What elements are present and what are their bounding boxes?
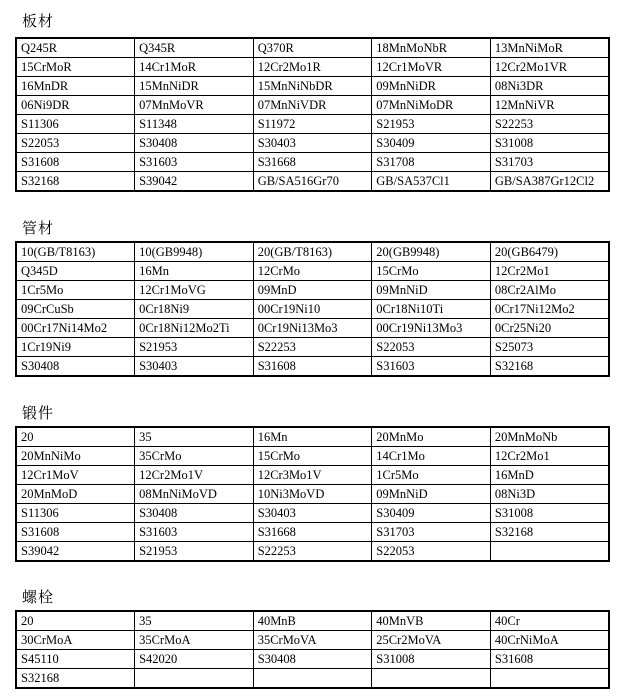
table-cell: S42020 — [135, 650, 254, 669]
table-cell: 35 — [135, 611, 254, 631]
table-cell: S31708 — [372, 153, 491, 172]
table-cell: S32168 — [16, 172, 135, 192]
table-cell: 08Ni3DR — [490, 77, 609, 96]
table-cell: S11972 — [253, 115, 372, 134]
table-cell: 12CrMo — [253, 262, 372, 281]
table-cell: 20 — [16, 427, 135, 447]
table-cell: S31603 — [372, 357, 491, 377]
table-cell: S22253 — [490, 115, 609, 134]
table-cell: 16Mn — [135, 262, 254, 281]
table-cell: 30CrMoA — [16, 631, 135, 650]
table-cell: S32168 — [490, 523, 609, 542]
table-row — [16, 466, 609, 485]
table-cell: S30409 — [372, 504, 491, 523]
table-cell: S11306 — [16, 504, 135, 523]
table-cell: 13MnNiMoR — [490, 38, 609, 58]
table-cell: Q370R — [253, 38, 372, 58]
bolt-materials-table — [15, 610, 610, 689]
table-cell: S22053 — [372, 542, 491, 562]
table-cell: Q245R — [16, 38, 135, 58]
table-cell: S30408 — [135, 134, 254, 153]
table-cell: S30408 — [253, 650, 372, 669]
table-row — [16, 669, 609, 689]
table-row — [16, 542, 609, 562]
table-cell: 08MnNiMoVD — [135, 485, 254, 504]
table-cell: 15CrMo — [372, 262, 491, 281]
table-row — [16, 153, 609, 172]
table-cell: 0Cr17Ni12Mo2 — [490, 300, 609, 319]
table-cell: 09CrCuSb — [16, 300, 135, 319]
table-cell — [135, 669, 254, 689]
table-cell: S32168 — [16, 669, 135, 689]
table-cell: 0Cr19Ni13Mo3 — [253, 319, 372, 338]
table-cell: 1Cr5Mo — [372, 466, 491, 485]
table-cell: 12MnNiVR — [490, 96, 609, 115]
table-cell: S31008 — [490, 134, 609, 153]
table-cell: S30408 — [16, 357, 135, 377]
table-row — [16, 427, 609, 447]
table-cell: 1Cr5Mo — [16, 281, 135, 300]
table-cell: 35CrMoA — [135, 631, 254, 650]
table-cell: GB/SA537Cl1 — [372, 172, 491, 192]
table-cell: S31608 — [253, 357, 372, 377]
table-row — [16, 338, 609, 357]
table-cell — [490, 669, 609, 689]
table-row — [16, 447, 609, 466]
table-cell: 1Cr19Ni9 — [16, 338, 135, 357]
table-cell: S31668 — [253, 153, 372, 172]
table-row — [16, 357, 609, 377]
table-cell: 20(GB/T8163) — [253, 242, 372, 262]
table-cell: 40Cr — [490, 611, 609, 631]
table-cell: 14Cr1Mo — [372, 447, 491, 466]
table-row — [16, 134, 609, 153]
table-cell: S22053 — [372, 338, 491, 357]
table-cell: S21953 — [372, 115, 491, 134]
table-cell: 20MnMoD — [16, 485, 135, 504]
table-cell: S31608 — [16, 523, 135, 542]
table-cell: GB/SA387Gr12Cl2 — [490, 172, 609, 192]
table-cell: 14Cr1MoR — [135, 58, 254, 77]
table-cell: 09MnD — [253, 281, 372, 300]
table-cell: 16MnDR — [16, 77, 135, 96]
table-cell: 20MnNiMo — [16, 447, 135, 466]
table-cell: S21953 — [135, 542, 254, 562]
table-cell: 35CrMoVA — [253, 631, 372, 650]
table-cell: S22053 — [16, 134, 135, 153]
table-cell: S31008 — [372, 650, 491, 669]
table-row — [16, 115, 609, 134]
plate-materials-table — [15, 37, 610, 192]
table-cell: 12Cr3Mo1V — [253, 466, 372, 485]
table-row — [16, 523, 609, 542]
table-cell: 15CrMo — [253, 447, 372, 466]
section-title-plate: 板材 — [22, 12, 55, 30]
table-cell: 09MnNiD — [372, 485, 491, 504]
table-cell: S31008 — [490, 504, 609, 523]
table-cell: 20 — [16, 611, 135, 631]
table-cell: S22253 — [253, 542, 372, 562]
table-cell: S30403 — [253, 134, 372, 153]
section-title-forging: 锻件 — [22, 404, 55, 422]
section-title-bolt: 螺栓 — [22, 588, 55, 606]
table-cell — [372, 669, 491, 689]
table-cell: 35CrMo — [135, 447, 254, 466]
table-cell: S22253 — [253, 338, 372, 357]
table-cell: S31603 — [135, 523, 254, 542]
table-cell: 12Cr2Mo1 — [490, 447, 609, 466]
table-cell: 16Mn — [253, 427, 372, 447]
table-row — [16, 96, 609, 115]
table-cell: 12Cr2Mo1VR — [490, 58, 609, 77]
table-row — [16, 319, 609, 338]
table-row — [16, 631, 609, 650]
table-cell: S25073 — [490, 338, 609, 357]
table-cell: S31703 — [490, 153, 609, 172]
table-cell: S45110 — [16, 650, 135, 669]
table-cell: 20MnMoNb — [490, 427, 609, 447]
table-row — [16, 38, 609, 58]
table-cell: Q345D — [16, 262, 135, 281]
table-cell: 40MnB — [253, 611, 372, 631]
table-row — [16, 281, 609, 300]
table-cell: 20(GB6479) — [490, 242, 609, 262]
table-cell: S31608 — [16, 153, 135, 172]
table-cell: 0Cr18Ni9 — [135, 300, 254, 319]
table-cell — [490, 542, 609, 562]
table-cell: S21953 — [135, 338, 254, 357]
section-title-pipe: 管材 — [22, 219, 55, 237]
table-row — [16, 300, 609, 319]
table-cell: S30403 — [135, 357, 254, 377]
forging-materials-table — [15, 426, 610, 562]
table-row — [16, 504, 609, 523]
table-row — [16, 77, 609, 96]
table-cell: 15MnNiDR — [135, 77, 254, 96]
table-cell: 12Cr1MoVG — [135, 281, 254, 300]
table-row — [16, 650, 609, 669]
table-cell: 12Cr1MoVR — [372, 58, 491, 77]
table-cell: S30409 — [372, 134, 491, 153]
table-cell: 18MnMoNbR — [372, 38, 491, 58]
table-row — [16, 611, 609, 631]
table-cell: 10(GB/T8163) — [16, 242, 135, 262]
table-row — [16, 262, 609, 281]
table-cell: 0Cr18Ni10Ti — [372, 300, 491, 319]
table-cell: S31668 — [253, 523, 372, 542]
table-cell: 20(GB9948) — [372, 242, 491, 262]
table-cell: 12Cr2Mo1V — [135, 466, 254, 485]
table-cell: 0Cr18Ni12Mo2Ti — [135, 319, 254, 338]
table-cell: GB/SA516Gr70 — [253, 172, 372, 192]
table-cell: 07MnNiVDR — [253, 96, 372, 115]
table-cell: 40CrNiMoA — [490, 631, 609, 650]
table-cell: 08Ni3D — [490, 485, 609, 504]
table-cell: Q345R — [135, 38, 254, 58]
table-cell: 40MnVB — [372, 611, 491, 631]
table-cell: 15MnNiNbDR — [253, 77, 372, 96]
table-cell: 16MnD — [490, 466, 609, 485]
table-cell: 07MnMoVR — [135, 96, 254, 115]
table-cell: S31703 — [372, 523, 491, 542]
table-cell: 12Cr1MoV — [16, 466, 135, 485]
pipe-materials-table — [15, 241, 610, 377]
table-cell: 35 — [135, 427, 254, 447]
table-row — [16, 485, 609, 504]
table-cell: 09MnNiD — [372, 281, 491, 300]
table-cell: S30408 — [135, 504, 254, 523]
table-cell: 09MnNiDR — [372, 77, 491, 96]
table-cell: 06Ni9DR — [16, 96, 135, 115]
table-cell: 25Cr2MoVA — [372, 631, 491, 650]
table-cell: 12Cr2Mo1 — [490, 262, 609, 281]
table-cell: 08Cr2AlMo — [490, 281, 609, 300]
table-cell: S31608 — [490, 650, 609, 669]
table-cell: S30403 — [253, 504, 372, 523]
table-cell: 10Ni3MoVD — [253, 485, 372, 504]
table-cell: S11306 — [16, 115, 135, 134]
table-cell: S11348 — [135, 115, 254, 134]
table-cell: S39042 — [135, 172, 254, 192]
table-cell: 12Cr2Mo1R — [253, 58, 372, 77]
table-cell: S32168 — [490, 357, 609, 377]
table-cell: 0Cr25Ni20 — [490, 319, 609, 338]
table-cell: 20MnMo — [372, 427, 491, 447]
table-cell: 07MnNiMoDR — [372, 96, 491, 115]
table-cell: 15CrMoR — [16, 58, 135, 77]
table-cell: 00Cr17Ni14Mo2 — [16, 319, 135, 338]
table-row — [16, 172, 609, 192]
table-row — [16, 242, 609, 262]
table-row — [16, 58, 609, 77]
table-cell: S39042 — [16, 542, 135, 562]
table-cell: 10(GB9948) — [135, 242, 254, 262]
table-cell: 00Cr19Ni13Mo3 — [372, 319, 491, 338]
table-cell: 00Cr19Ni10 — [253, 300, 372, 319]
table-cell — [253, 669, 372, 689]
table-cell: S31603 — [135, 153, 254, 172]
